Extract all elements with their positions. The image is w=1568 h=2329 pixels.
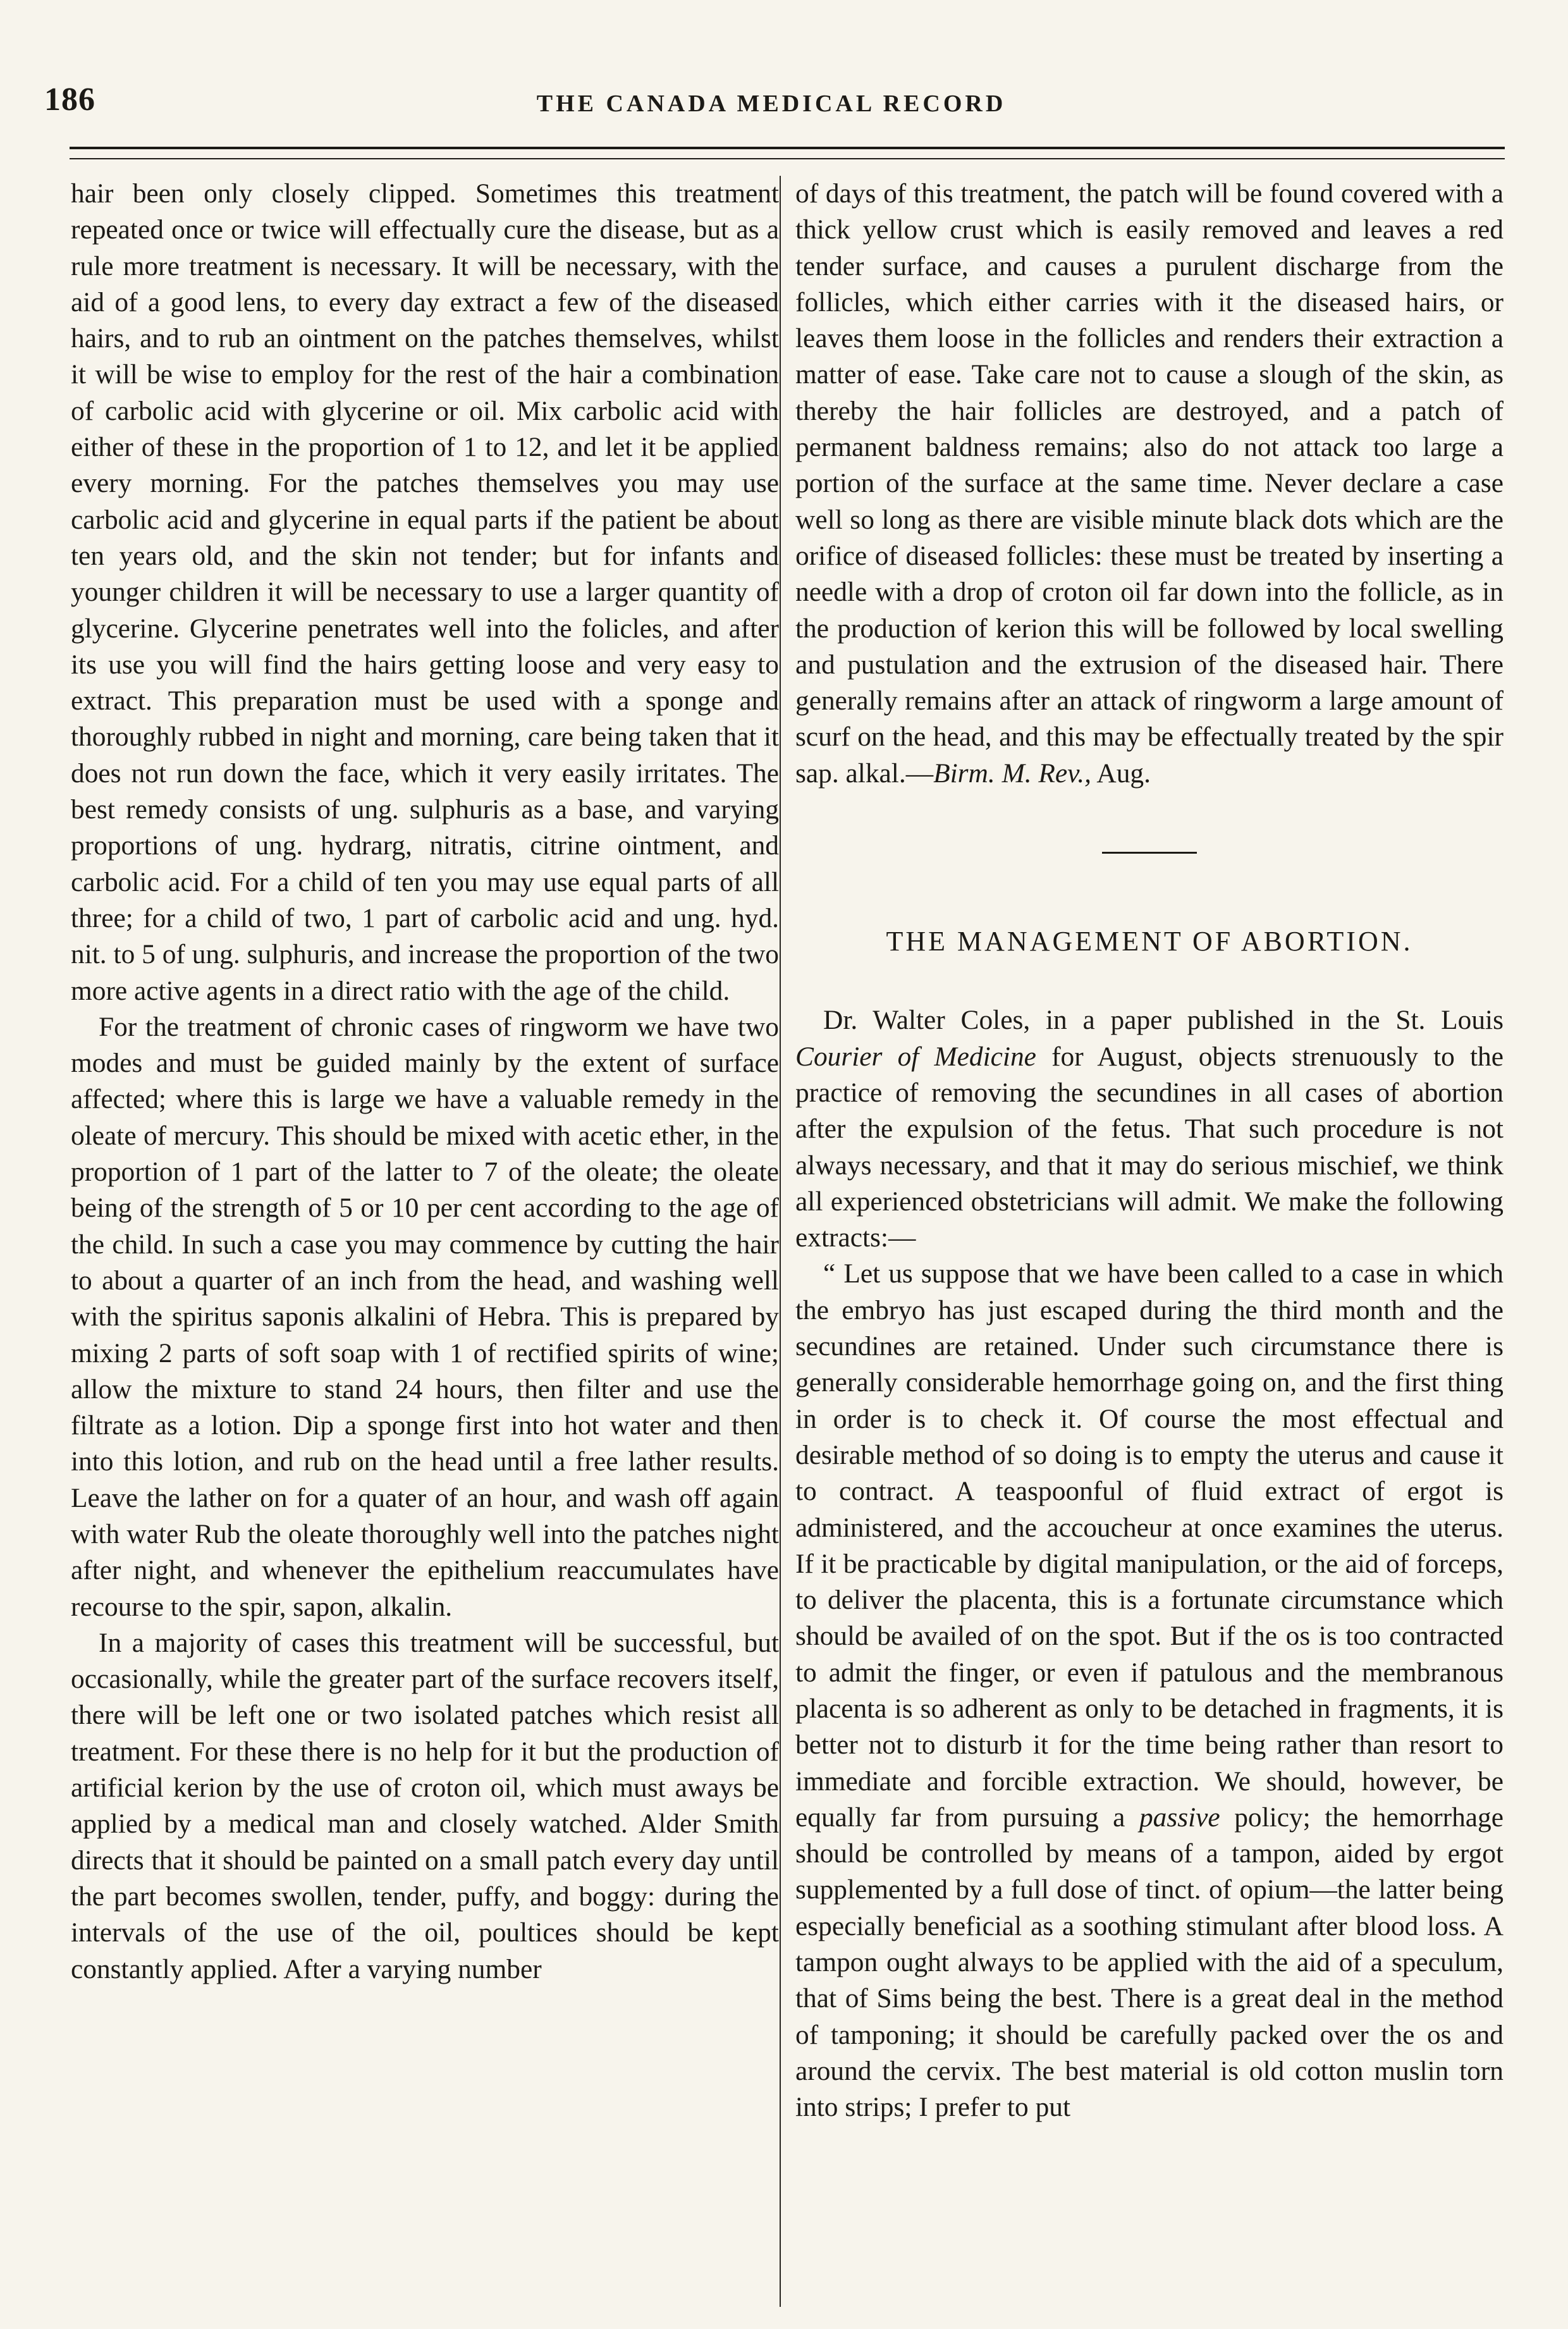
left-column — [71, 176, 779, 1988]
source-citation: Birm. M. Rev., — [933, 758, 1091, 789]
page-number: 186 — [44, 82, 95, 118]
paragraph-coles-intro — [795, 1002, 1504, 1256]
paragraph-ringworm-continued: hair been only closely clipped. Sometimes this treatment repeated once or twice will effectually cure the disease, but as a rule more treatment is necessary. It will be necessary, with the aid of a good lens, to every day extract a few of the diseased hairs, and to rub an ointment on the patches themselves, whilst it will be wise to employ for the rest of the hair a combination of carbolic acid with glycerine or oil. Mix carbolic acid with either of these in the proportion of 1 to 12, and let it be applied every morning. For the patches themselves you may use carbolic acid and glycerine in equal parts if the patient be about ten years old, and the skin not tender; but for infants and younger children it will be necessary to use a larger quantity of glycerine. Glycerine penetrates well into the folicles, and after its use you will find the hairs getting loose and very easy to extract. This preparation must be used with a sponge and thoroughly rubbed in night and morning, care being taken that it does not run down the face, which it very easily irritates. The best remedy consists of ung. sulphuris as a base, and varying proportions of ung. hydrarg, nitratis, citrine ointment, and carbolic acid. For a child of ten you may use equal parts of all three; for a child of two, 1 part of carbolic acid and ung. hyd. nit. to 5 of ung. sulphuris, and increase the proportion of the two more active agents in a direct ratio with the age of the child. — [71, 178, 779, 1006]
emphasis-passive: passive — [1139, 1802, 1220, 1833]
quote-text-b: policy; the hemorrhage should be controlled by means of a tampon, aided by ergot supplemented by a full dose of tinct. of opium—the latter being especially beneficial as a soothing stimulant after blood loss. A tampon ought always to be applied with the aid of a speculum, that of Sims being the best. There is a great deal in the method of tamponing; it should be carefully packed over the os and around the cervix. The best material is old cotton muslin torn into strips; I prefer to put — [795, 1802, 1504, 2123]
running-title: THE CANADA MEDICAL RECORD — [536, 90, 1007, 117]
page-header — [44, 81, 1498, 132]
paragraph-chronic-ringworm: For the treatment of chronic cases of ringworm we have two modes and must be guided mainly by the extent of surface affected; where this is large we have a valuable remedy in the oleate of mercury. This should be mixed with acetic ether, in the proportion of 1 part of the latter to 7 of the oleate; the oleate being of the strength of 5 or 10 per cent according to the age of the child. In such a case you may commence by cutting the hair to about a quarter of an inch from the head, and washing well with the spiritus saponis alkalini of Hebra. This is prepared by mixing 2 parts of soft soap with 1 of rectified spirits of wine; allow the mixture to stand 24 hours, then filter and use the filtrate as a lotion. Dip a sponge first into hot water and then into this lotion, and rub on the head until a free lather results. Leave the lather on for a quater of an hour, and wash off again with water Rub the oleate thoroughly well into the patches night after night, and whenever the epithelium reaccumulates have recourse to the spir, sapon, alkalin. — [71, 1011, 779, 1622]
header-rule-thin — [70, 158, 1505, 159]
right-column — [795, 176, 1504, 2126]
section-divider — [1102, 852, 1197, 854]
paragraph-extract-quote — [795, 1256, 1504, 2125]
croton-text: of days of this treatment, the patch will be found covered with a thick yellow crust which is easily removed and leaves a red tender surface, and causes a purulent discharge from the follicles, which either carries with it the diseased hairs, or leaves them loose in the follicles and renders their extraction a matter of ease. Take care not to cause a slough of the skin, as thereby the hair follicles are destroyed, and a patch of permanent baldness remains; also do not attack too large a portion of the surface at the same time. Never declare a case well so long as there are visible minute black dots which are the orifice of diseased follicles: these must be treated by inserting a needle with a drop of croton oil far down into the follicle, as in the production of kerion this will be followed by local swelling and pustulation and the extrusion of the diseased hair. There generally remains after an attack of ringworm a large amount of scurf on the head, and this may be effectually treated by the spir sap. alkal.— — [795, 178, 1504, 789]
quote-text-a: “ Let us suppose that we have been called to a case in which the embryo has just escaped during the third month and the secundines are retained. Under such circumstance there is generally considerable hemorrhage going on, and the first thing in order is to check it. Of course the most effectual and desirable method of so doing is to empty the uterus and cause it to contract. A teaspoonful of fluid extract of ergot is administered, and the accoucheur at once examines the uterus. If it be practicable by digital manipulation, or the aid of forceps, to deliver the placenta, this is a fortunate circumstance which should be availed of on the spot. But if the os is too contracted to admit the finger, or even if patulous and the membranous placenta is so adherent as only to be detached in fragments, it is better not to disturb it for the time being rather than resort to immediate and forcible extraction. We should, however, be equally far from pursuing a — [795, 1258, 1504, 1833]
source-month: Aug. — [1091, 758, 1151, 789]
section-title: THE MANAGEMENT OF ABORTION. — [886, 926, 1413, 957]
paragraph-croton-treatment — [795, 176, 1504, 792]
coles-text-a: Dr. Walter Coles, in a paper published in the St. Louis — [823, 1005, 1504, 1036]
journal-title: Courier of Medicine — [795, 1041, 1036, 1072]
column-divider — [780, 176, 781, 2307]
header-rule-thick — [70, 147, 1505, 149]
coles-text-b: for August, objects strenuously to the practice of removing the secundines in all cases of abortion after the expulsion of the fetus. That such procedure is not always necessary, and that it may do serious mischief, we think all experienced obstetricians will admit. We make the following extracts:— — [795, 1041, 1504, 1253]
paragraph-isolated-patches: In a majority of cases this treatment will be successful, but occasionally, while the greater part of the surface recovers itself, there will be left one or two isolated patches which resist all treatment. For these there is no help for it but the production of artificial kerion by the use of croton oil, which must aways be applied by a medical man and closely watched. Alder Smith directs that it should be painted on a small patch every day until the part becomes swollen, tender, puffy, and boggy: during the intervals of the use of the oil, poultices should be kept constantly applied. After a varying number — [71, 1627, 779, 1984]
